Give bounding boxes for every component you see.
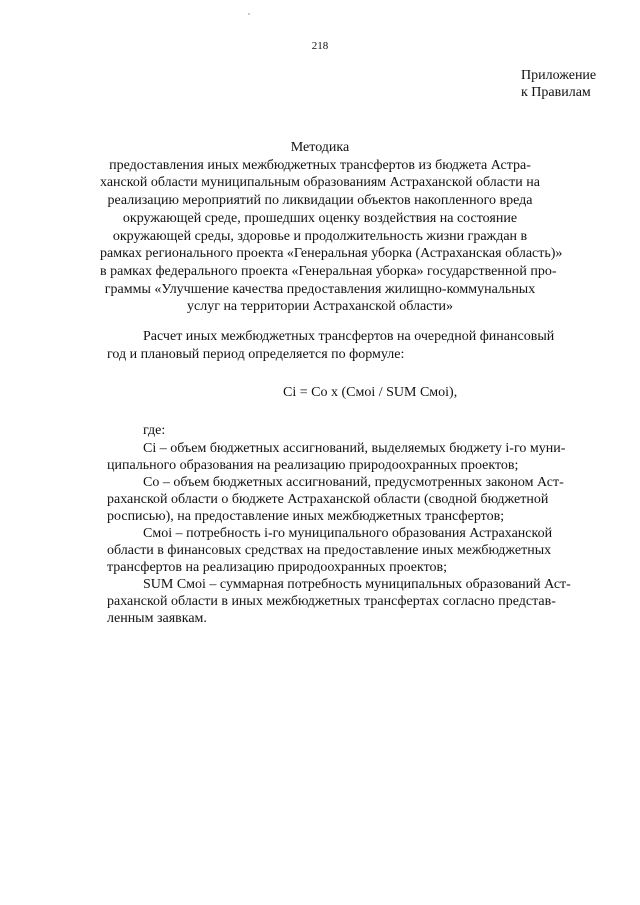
- definition-ci-line: ципального образования на реализацию природоохранных проектов;: [107, 458, 519, 473]
- appendix-header: [521, 67, 596, 101]
- title-line: окружающей среды, здоровье и продолжительность жизни граждан в: [112, 228, 528, 244]
- intro-line-1: Расчет иных межбюджетных трансфертов на очередной финансовый: [143, 329, 555, 344]
- definition-sum-line: ленным заявкам.: [107, 611, 207, 626]
- title-line: граммы «Улучшение качества предоставления жилищно-коммунальных: [104, 281, 536, 297]
- appendix-line-2: к Правилам: [521, 85, 591, 100]
- definition-co-line: раханской области о бюджете Астраханской области (сводной бюджетной: [107, 492, 549, 507]
- formula: Ci = Co x (Cмoi / SUM Cмoi),: [283, 385, 458, 400]
- definition-cmoi-line: Cмoi – потребность i-го муниципального образования Астраханской: [143, 526, 553, 541]
- where-label: где:: [143, 423, 166, 438]
- definition-cmoi-line: трансфертов на реализацию природоохранных проектов;: [107, 560, 448, 575]
- definition-sum-line: раханской области в иных межбюджетных трансфертах согласно представ-: [107, 594, 556, 609]
- document-title: [100, 139, 563, 316]
- title-line: реализацию мероприятий по ликвидации объектов накопленного вреда: [107, 193, 533, 209]
- definition-ci-line: Ci – объем бюджетных ассигнований, выделяемых бюджету i-го муни-: [143, 441, 566, 456]
- title-line: окружающей среде, прошедших оценку воздействия на состояние: [122, 210, 518, 226]
- title-line: услуг на территории Астраханской области»: [187, 299, 453, 315]
- appendix-line-1: Приложение: [521, 68, 597, 83]
- title-line: рамках регионального проекта «Генеральная уборка (Астраханская область)»: [100, 246, 563, 262]
- title-line: предоставления иных межбюджетных трансфертов из бюджета Астра-: [109, 157, 531, 173]
- scan-speck: [248, 13, 250, 15]
- definition-cmoi-line: области в финансовых средствах на предоставление иных межбюджетных: [107, 543, 552, 558]
- page-number: 218: [311, 40, 329, 52]
- definition-co-line: Co – объем бюджетных ассигнований, предусмотренных законом Аст-: [143, 475, 564, 490]
- definition-co-line: росписью), на предоставление иных межбюджетных трансфертов;: [107, 509, 505, 524]
- intro-line-2: год и плановый период определяется по формуле:: [107, 347, 405, 362]
- title-heading: Методика: [290, 140, 350, 155]
- definition-sum-line: SUM Cмoi – суммарная потребность муниципальных образований Аст-: [143, 577, 571, 592]
- title-line: в рамках федерального проекта «Генеральная уборка» государственной про-: [100, 263, 557, 279]
- title-line: ханской области муниципальным образованиям Астраханской области на: [100, 175, 540, 191]
